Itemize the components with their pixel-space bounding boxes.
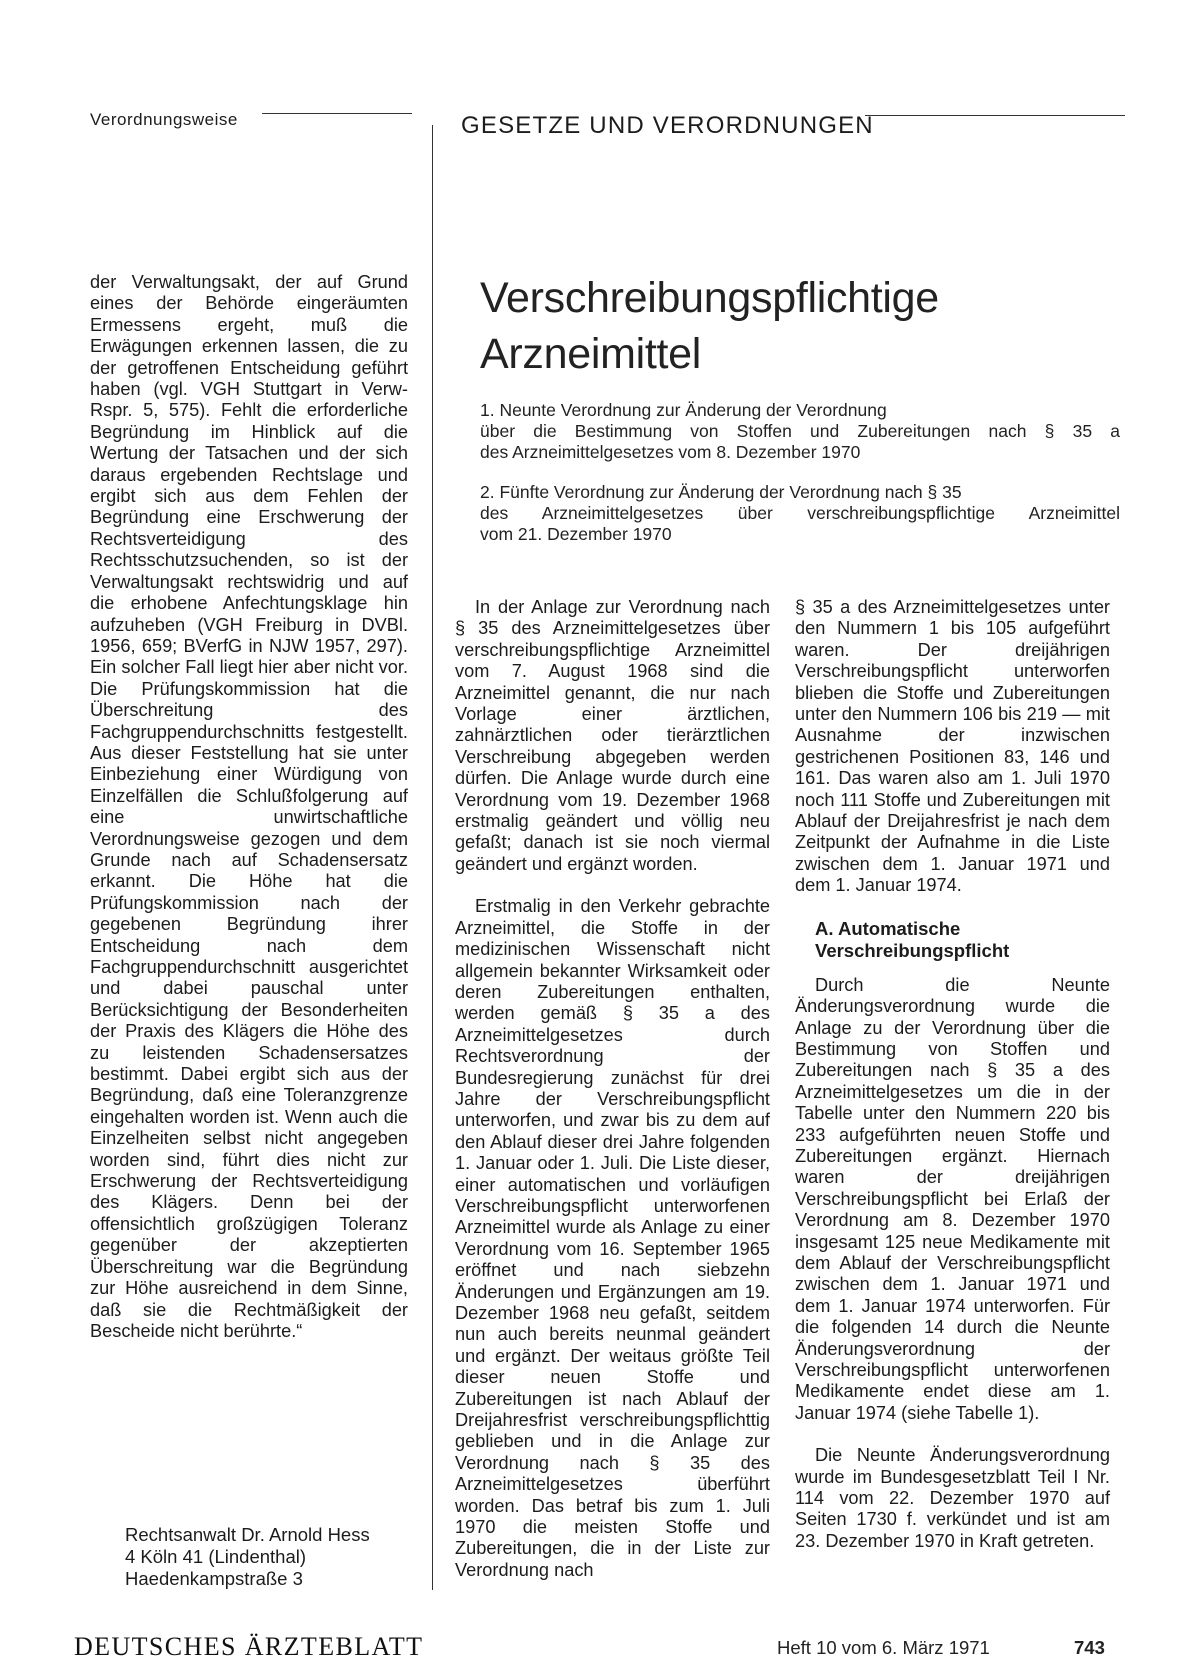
section-heading [795, 918, 1110, 962]
article-title [480, 270, 1120, 382]
author-city: 4 Köln 41 (Lindenthal) [125, 1546, 307, 1567]
right-column [795, 597, 1110, 1552]
header-rule-right [865, 115, 1125, 116]
middle-paragraph-1: In der Anlage zur Verordnung nach § 35 des Arzneimittelgesetzes über verschreibungspflichtige Arzneimittel vom 7. August 1968 sind die Arzneimittel genannt, die nur nach Vorlage einer ärztlichen, zahnärztlichen oder tierärztlichen Verschreibung abgegeben werden dürfen. Die Anlage wurde durch eine Verordnung vom 19. Dezember 1968 erstmalig geändert und völlig neu gefaßt; danach ist sie noch viermal geändert und ergänzt worden. [455, 597, 770, 874]
running-header-right: GESETZE UND VERORDNUNGEN [461, 112, 874, 139]
header-rule-left [262, 113, 412, 114]
subtitle-2-line: vom 21. Dezember 1970 [480, 524, 672, 544]
author-signature [125, 1524, 370, 1590]
right-paragraph-1: § 35 a des Arzneimittelgesetzes unter den Nummern 1 bis 105 aufgeführt waren. Der dreijährigen Verschreibungspflicht unterworfen blieben die Stoffe und Zubereitungen unter den Nummern 106 bis 219 — mit Ausnahme der inzwischen gestrichenen Positionen 83, 146 und 161. Das waren also am 1. Juli 1970 noch 111 Stoffe und Zubereitungen mit Ablauf der Dreijahresfrist je nach dem Zeitpunkt der Aufnahme in die Liste zwischen dem 1. Januar 1971 und dem 1. Januar 1974. [795, 597, 1110, 896]
subtitle-2-line: 2. Fünfte Verordnung zur Änderung der Verordnung nach § 35 [480, 482, 962, 502]
author-street: Haedenkampstraße 3 [125, 1568, 303, 1589]
right-paragraph-3: Die Neunte Änderungsverordnung wurde im Bundesgesetzblatt Teil I Nr. 114 vom 22. Dezember 1970 auf Seiten 1730 f. verkündet und ist am 23. Dezember 1970 in Kraft getreten. [795, 1445, 1110, 1551]
page-number: 743 [1074, 1637, 1105, 1658]
column-separator [432, 125, 433, 1590]
article-title-line1: Verschreibungspflichtige [480, 274, 939, 322]
subtitle-1-line: des Arzneimittelgesetzes vom 8. Dezember 1970 [480, 442, 861, 462]
subtitle-1-line: über die Bestimmung von Stoffen und Zubereitungen nach § 35 a [480, 421, 1120, 441]
subtitle-1-line: 1. Neunte Verordnung zur Änderung der Verordnung [480, 400, 887, 420]
article-subtitle-2 [480, 482, 1120, 545]
right-paragraph-2: Durch die Neunte Änderungsverordnung wurde die Anlage zu der Verordnung über die Bestimmung von Stoffen und Zubereitungen nach § 35 a des Arzneimittelgesetzes um die in der Tabelle unter den Nummern 220 bis 233 aufgeführten neuen Stoffe und Zubereitungen ergänzt. Hiernach waren der dreijährigen Verschreibungspflicht bei Erlaß der Verordnung am 8. Dezember 1970 insgesamt 125 neue Medikamente mit dem Ablauf der Verschreibungspflicht zwischen dem 1. Januar 1971 und dem 1. Januar 1974 unterworfen. Für die folgenden 14 durch die Neunte Änderungsverordnung der Verschreibungspflicht unterworfenen Medikamente endet diese am 1. Januar 1974 (siehe Tabelle 1). [795, 974, 1110, 1423]
author-name: Rechtsanwalt Dr. Arnold Hess [125, 1524, 370, 1545]
article-title-line2: Arzneimittel [480, 330, 702, 378]
section-heading-line2: Verschreibungspflicht [815, 939, 1010, 961]
middle-paragraph-2: Erstmalig in den Verkehr gebrachte Arzneimittel, die Stoffe in der medizinischen Wissenschaft nicht allgemein bekannter Wirksamkeit oder deren Zubereitungen enthalten, werden gemäß § 35 a des Arzneimittelgesetzes durch Rechtsverordnung der Bundesregierung zunächst für drei Jahre der Verschreibungspflicht unterworfen, und zwar bis zu dem auf den Ablauf dieser drei Jahre folgenden 1. Januar oder 1. Juli. Die Liste dieser, einer automatischen und vorläufigen Verschreibungspflicht unterworfenen Arzneimittel wurde als Anlage zu einer Verordnung vom 16. September 1965 eröffnet und nach siebzehn Änderungen und Ergänzungen am 19. Dezember 1968 neu gefaßt, seitdem nun auch bereits neunmal geändert und ergänzt. Der weitaus größte Teil dieser neuen Stoffe und Zubereitungen ist nach Ablauf der Dreijahresfrist verschreibungspflichttig geblieben und in die Anlage zur Verordnung nach § 35 des Arzneimittelgesetzes überführt worden. Das betraf bis zum 1. Juli 1970 die meisten Stoffe und Zubereitungen, die in der Liste zur Verordnung nach [455, 896, 770, 1580]
running-header-left: Verordnungsweise [90, 110, 238, 129]
subtitle-2-line: des Arzneimittelgesetzes über verschreibungspflichtige Arzneimittel [480, 503, 1120, 523]
issue-info: Heft 10 vom 6. März 1971 [777, 1637, 990, 1658]
left-column-paragraph: der Verwaltungsakt, der auf Grund eines der Behörde eingeräumten Ermessens ergeht, muß die Erwägungen erkennen lassen, die zu der getroffenen Entscheidung geführt haben (vgl. VGH Stuttgart in Verw-Rspr. 5, 575). Fehlt die erforderliche Begründung im Hinblick auf die Wertung der Tatsachen und der sich daraus ergebenden Rechtslage und ergibt sich aus dem Fehlen der Begründung eine Erschwerung der Rechtsverteidigung des Rechtsschutzsuchenden, so ist der Verwaltungsakt rechtswidrig und auf die erhobene Anfechtungsklage hin aufzuheben (VGH Freiburg in DVBl. 1956, 659; BVerfG in NJW 1957, 297). Ein solcher Fall liegt hier aber nicht vor. Die Prüfungskommission hat die Überschreitung des Fachgruppendurchschnitts festgestellt. Aus dieser Feststellung hat sie unter Einbeziehung einer Würdigung von Einzelfällen die Schlußfolgerung auf eine unwirtschaftliche Verordnungsweise gezogen und dem Grunde nach auf Schadensersatz erkannt. Die Höhe hat die Prüfungskommission nach der gegebenen Begründung ihrer Entscheidung nach dem Fachgruppendurchschnitt ausgerichtet und dabei pauschal unter Berücksichtigung der Besonderheiten der Praxis des Klägers die Höhe des zu leistenden Schadensersatzes bestimmt. Dabei ergibt sich aus der Begründung, daß eine Toleranzgrenze eingehalten worden ist. Wenn auch die Einzelheiten selbst nicht angegeben worden sind, führt dies nicht zur Erschwerung der Rechtsverteidigung des Klägers. Denn bei der offensichtlich großzügigen Toleranz gegenüber der akzeptierten Überschreitung war die Begründung zur Höhe ausreichend in dem Sinne, daß sie die Rechtmäßigkeit der Bescheide nicht berührte.“ [90, 272, 408, 1341]
article-subtitle-1 [480, 400, 1120, 463]
section-heading-line1: A. Automatische [815, 917, 961, 939]
journal-name: DEUTSCHES ÄRZTEBLATT [74, 1632, 424, 1661]
left-column [90, 272, 408, 1342]
middle-column [455, 597, 770, 1581]
